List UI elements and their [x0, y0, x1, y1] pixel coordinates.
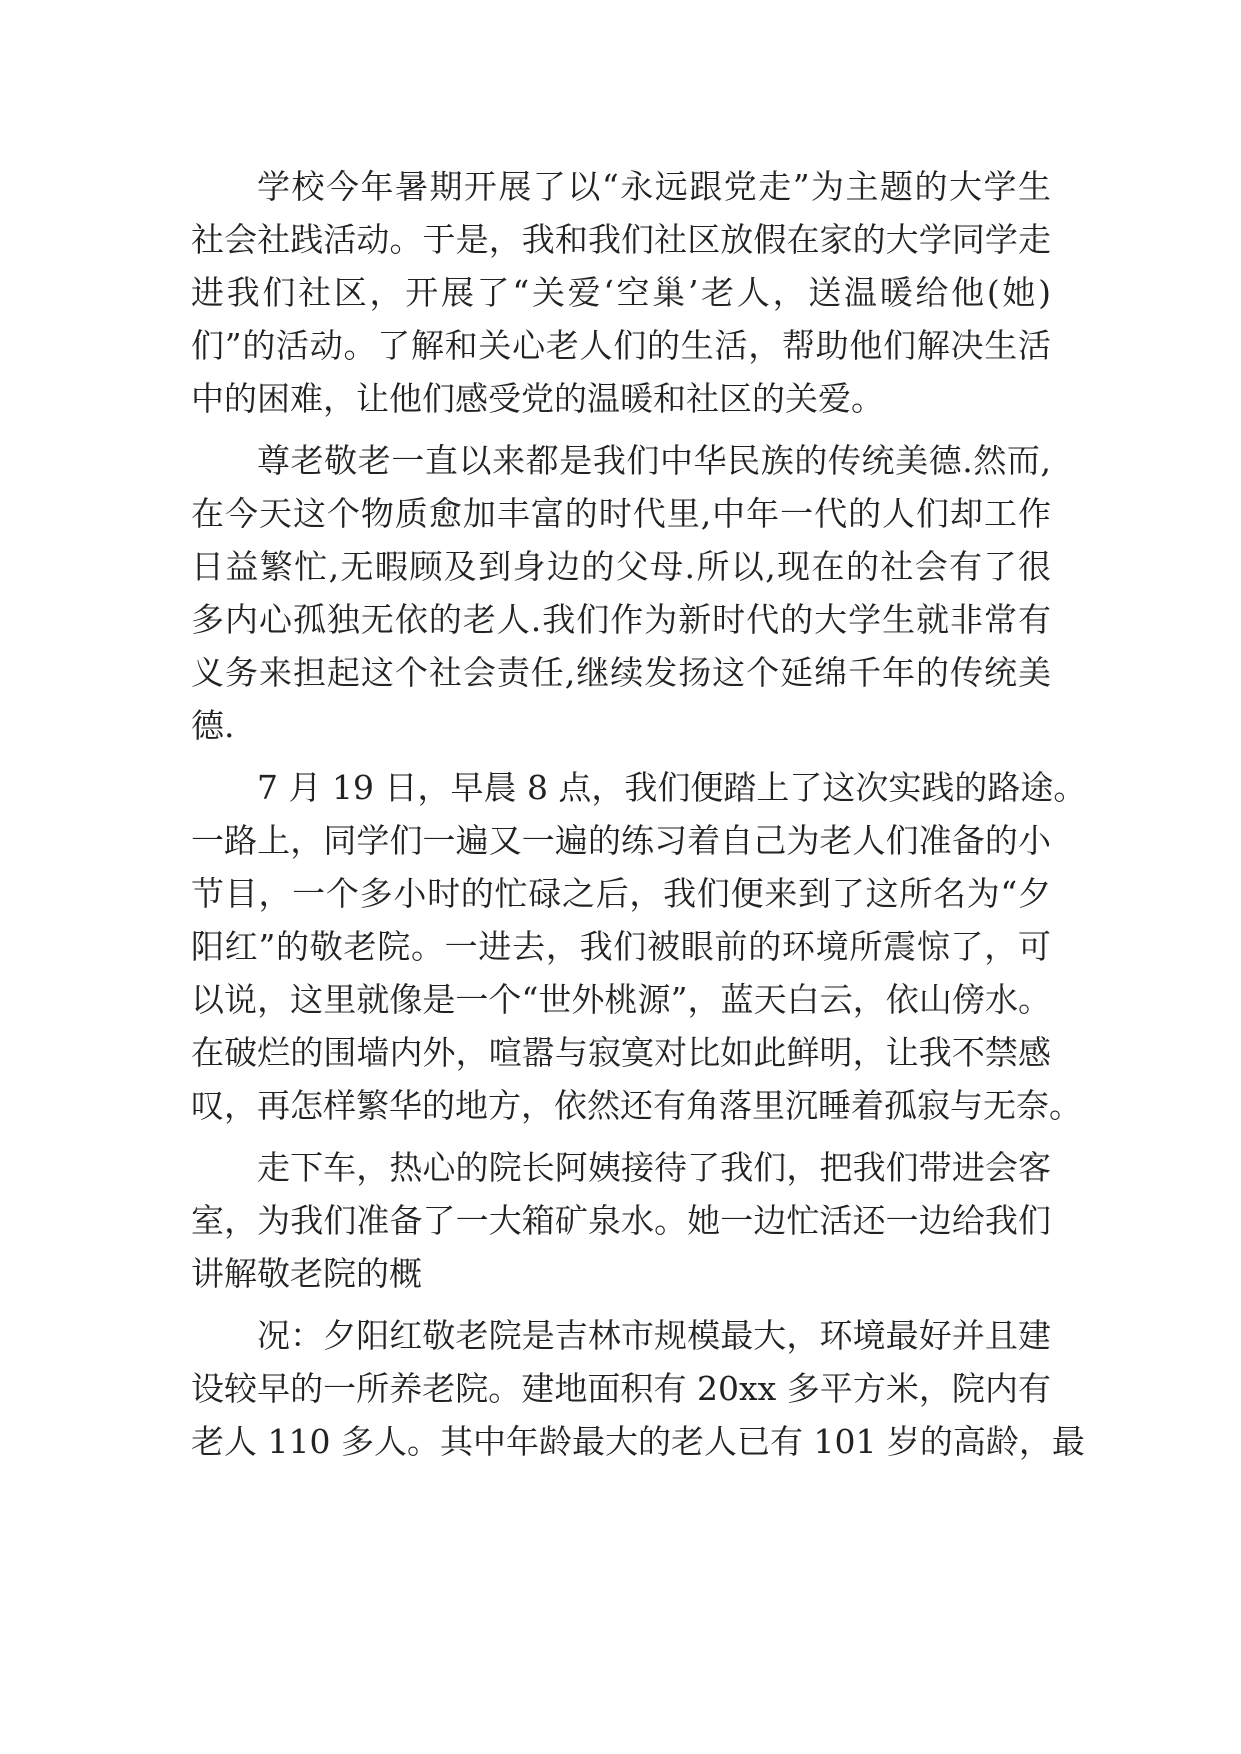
text-line: 以说，这里就像是一个“世外桃源”，蓝天白云，依山傍水。: [191, 980, 1051, 1019]
text-line: 学校今年暑期开展了以“永远跟党走”为主题的大学生: [257, 167, 1051, 206]
text-line: 设较早的一所养老院。建地面积有 20xx 多平方米，院内有: [191, 1369, 1051, 1408]
text-line: 社会社践活动。于是，我和我们社区放假在家的大学同学走: [191, 220, 1051, 259]
paragraph-3: [191, 761, 1087, 1132]
text-line: 老人 110 多人。其中年龄最大的老人已有 101 岁的高龄，最: [191, 1422, 1085, 1461]
paragraph-1: [191, 160, 1051, 425]
text-line: 在今天这个物质愈加丰富的时代里,中年一代的人们却工作: [191, 494, 1051, 533]
text-line: 一路上，同学们一遍又一遍的练习着自己为老人们准备的小: [191, 821, 1051, 860]
paragraph-5: [191, 1309, 1085, 1468]
paragraph-2: [191, 434, 1051, 752]
paragraph-4: [191, 1141, 1051, 1300]
text-line: 室，为我们准备了一大箱矿泉水。她一边忙活还一边给我们: [191, 1201, 1051, 1240]
text-line: 多内心孤独无依的老人.我们作为新时代的大学生就非常有: [191, 600, 1051, 639]
document-body: [191, 160, 1087, 1477]
text-line: 阳红”的敬老院。一进去，我们被眼前的环境所震惊了，可: [191, 927, 1051, 966]
text-line: 叹，再怎样繁华的地方，依然还有角落里沉睡着孤寂与无奈。: [191, 1086, 1082, 1125]
text-line: 走下车，热心的院长阿姨接待了我们，把我们带进会客: [257, 1148, 1051, 1187]
text-line: 进我们社区，开展了“关爱‘空巢’老人，送温暖给他(她): [191, 273, 1051, 312]
text-line: 尊老敬老一直以来都是我们中华民族的传统美德.然而,: [257, 441, 1051, 480]
text-line: 中的困难，让他们感受党的温暖和社区的关爱。: [191, 379, 884, 418]
text-line: 德.: [191, 706, 235, 745]
text-line: 况：夕阳红敬老院是吉林市规模最大，环境最好并且建: [257, 1316, 1051, 1355]
text-line: 节目，一个多小时的忙碌之后，我们便来到了这所名为“夕: [191, 874, 1051, 913]
text-line: 们”的活动。了解和关心老人们的生活，帮助他们解决生活: [191, 326, 1051, 365]
text-line: 讲解敬老院的概: [191, 1254, 422, 1293]
text-line: 义务来担起这个社会责任,继续发扬这个延绵千年的传统美: [191, 653, 1051, 692]
text-line: 日益繁忙,无暇顾及到身边的父母.所以,现在的社会有了很: [191, 547, 1051, 586]
text-line: 在破烂的围墙内外，喧嚣与寂寞对比如此鲜明，让我不禁感: [191, 1033, 1051, 1072]
text-line: 7 月 19 日，早晨 8 点，我们便踏上了这次实践的路途。: [257, 768, 1087, 807]
